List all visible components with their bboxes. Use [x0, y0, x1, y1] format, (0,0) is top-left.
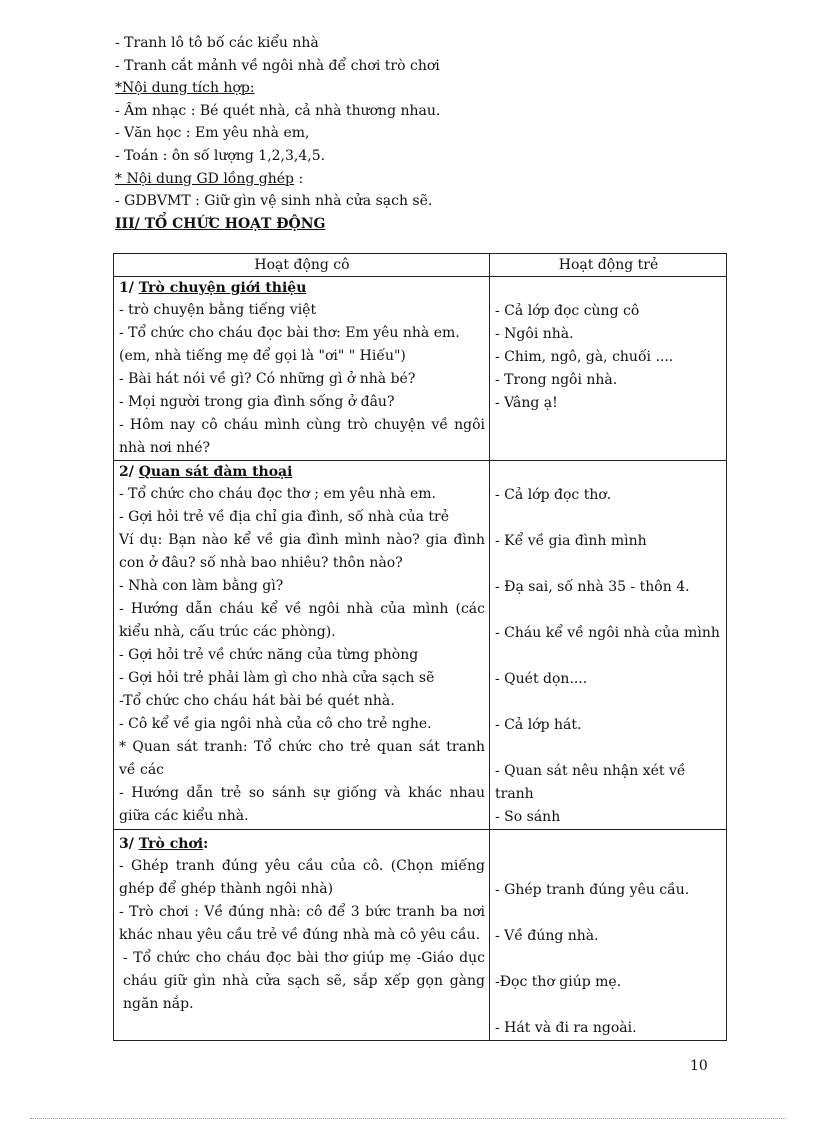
child-line: - Chim, ngô, gà, chuối ....: [495, 349, 674, 365]
section-heading: III/ TỔ CHỨC HOẠT ĐỘNG: [115, 215, 326, 232]
table-row: [114, 830, 727, 1041]
section-title: 2/ Quan sát đàm thoại: [119, 464, 293, 480]
teacher-line: - Gợi hỏi trẻ về chức năng của từng phòng: [119, 647, 419, 663]
teacher-line: - Tổ chức cho cháu đọc bài thơ giúp mẹ -Giáo dục cháu giữ gìn nhà cửa sạch sẽ, sắp xếp gọn gàng ngăn nắp.: [123, 950, 485, 1012]
child-line: - Đạ sai, số nhà 35 - thôn 4.: [495, 579, 690, 595]
teacher-line: - Cô kể về gia ngôi nhà của cô cho trẻ nghe.: [119, 716, 432, 732]
integration-item: - Toán : ôn số lượng 1,2,3,4,5.: [115, 147, 326, 164]
child-line: - Vâng ạ!: [495, 395, 558, 411]
teacher-line: - Hướng dẫn trẻ so sánh sự giống và khác nhau giữa các kiểu nhà.: [119, 785, 485, 824]
child-line: - Ngôi nhà.: [495, 326, 574, 342]
teacher-line: - Hướng dẫn cháu kể về ngôi nhà của mình (các kiểu nhà, cấu trúc các phòng).: [119, 601, 485, 640]
teacher-line: -Tổ chức cho cháu hát bài bé quét nhà.: [119, 693, 395, 709]
teacher-cell: [114, 830, 490, 1041]
child-cell: [490, 830, 727, 1041]
activity-table: [113, 253, 727, 1041]
teacher-line: - Gợi hỏi trẻ phải làm gì cho nhà cửa sạch sẽ: [119, 670, 435, 686]
teacher-line: - Hôm nay cô cháu mình cùng trò chuyện về ngôi nhà nơi nhé?: [119, 417, 485, 456]
teacher-line: * Quan sát tranh: Tổ chức cho trẻ quan sát tranh về các: [119, 739, 485, 778]
child-line: - Quan sát nêu nhận xét về tranh: [495, 763, 686, 802]
child-line: - Về đúng nhà.: [495, 928, 599, 944]
column-header-teacher: Hoạt động cô: [114, 254, 490, 277]
teacher-line: - Ghép tranh đúng yêu cầu của cô. (Chọn miếng ghép để ghép thành ngôi nhà): [119, 858, 485, 897]
intro-block: [115, 32, 735, 235]
child-line: - Ghép tranh đúng yêu cầu.: [495, 882, 690, 898]
teacher-line: - trò chuyện bằng tiếng việt: [119, 302, 317, 318]
teacher-line: - Nhà con làm bằng gì?: [119, 578, 284, 594]
child-line: - Quét dọn....: [495, 671, 588, 687]
child-line: - Trong ngôi nhà.: [495, 372, 618, 388]
teacher-line: - Mọi người trong gia đình sống ở đâu?: [119, 394, 395, 410]
teacher-line: (em, nhà tiếng mẹ để gọi là "ơi" " Hiếu"): [119, 348, 406, 364]
section-title: 3/ Trò chơi:: [119, 836, 209, 852]
gd-item: - GDBVMT : Giữ gìn vệ sinh nhà cửa sạch sẽ.: [115, 193, 433, 210]
table-row: [114, 461, 727, 830]
column-header-child: Hoạt động trẻ: [490, 254, 727, 277]
teacher-cell: [114, 461, 490, 830]
child-line: - So sánh: [495, 809, 561, 825]
footer-divider: [30, 1118, 786, 1119]
teacher-line: - Bài hát nói về gì? Có những gì ở nhà bé?: [119, 371, 416, 387]
page-number: 10: [690, 1058, 708, 1074]
teacher-line: - Tổ chức cho cháu đọc thơ ; em yêu nhà em.: [119, 486, 436, 502]
child-line: - Cả lớp đọc thơ.: [495, 487, 612, 503]
section-title: 1/ Trò chuyện giới thiệu: [119, 280, 307, 296]
child-cell: [490, 461, 727, 830]
child-line: - Kể về gia đình mình: [495, 533, 647, 549]
teacher-line: - Gợi hỏi trẻ về địa chỉ gia đình, số nhà của trẻ: [119, 509, 450, 525]
child-line: - Cả lớp đọc cùng cô: [495, 303, 640, 319]
integration-item: - Âm nhạc : Bé quét nhà, cả nhà thương nhau.: [115, 102, 441, 119]
teacher-line: Ví dụ: Bạn nào kể về gia đình mình nào? gia đình con ở đâu? số nhà bao nhiêu? thôn nào?: [119, 532, 485, 571]
table-header-row: [114, 254, 727, 277]
child-line: -Đọc thơ giúp mẹ.: [495, 974, 622, 990]
integration-item: - Văn học : Em yêu nhà em,: [115, 125, 310, 142]
table-row: [114, 277, 727, 461]
teacher-line: - Trò chơi : Về đúng nhà: cô để 3 bức tranh ba nơi khác nhau yêu cầu trẻ về đúng nhà mà cô yêu cầu.: [119, 904, 485, 943]
child-line: - Cháu kể về ngôi nhà của mình: [495, 625, 720, 641]
material-line: - Tranh cắt mảnh về ngôi nhà để chơi trò chơi: [115, 57, 440, 74]
child-line: - Cả lớp hát.: [495, 717, 582, 733]
teacher-cell: [114, 277, 490, 461]
integration-heading: *Nội dung tích hợp:: [115, 80, 255, 97]
child-line: - Hát và đi ra ngoài.: [495, 1020, 637, 1036]
gd-heading: * Nội dung GD lồng ghép :: [115, 170, 304, 187]
child-cell: [490, 277, 727, 461]
teacher-line: - Tổ chức cho cháu đọc bài thơ: Em yêu nhà em.: [119, 325, 460, 341]
material-line: - Tranh lô tô bố các kiểu nhà: [115, 35, 319, 51]
